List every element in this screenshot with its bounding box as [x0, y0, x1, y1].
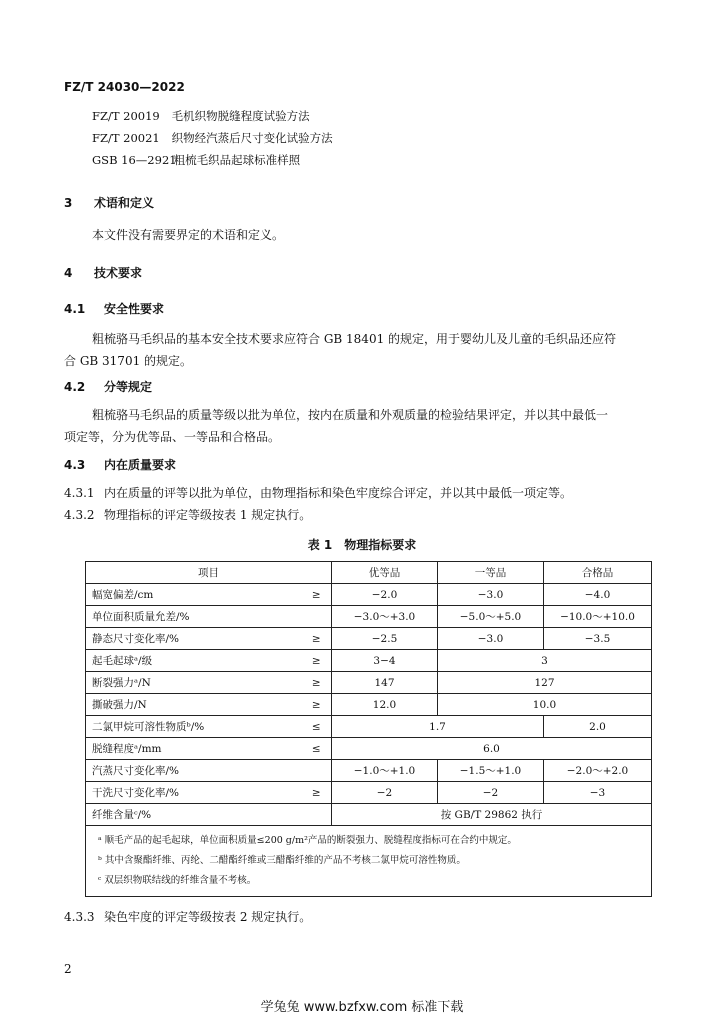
table-row: [86, 650, 652, 672]
clause-number: 4.3.2: [64, 508, 95, 522]
row-symbol: ≥: [302, 782, 332, 804]
reference-item: [92, 152, 300, 168]
table-row: [86, 804, 652, 826]
cell: −5.0～+5.0: [438, 606, 544, 628]
subsection-heading: [64, 300, 164, 317]
table-row: [86, 672, 652, 694]
header-grade-first: 一等品: [438, 562, 544, 584]
reference-title: 织物经汽蒸后尺寸变化试验方法: [171, 131, 333, 145]
row-item: 二氯甲烷可溶性物质ᵇ/%: [86, 716, 302, 738]
row-symbol: ≥: [302, 650, 332, 672]
physical-indicators-table: [85, 561, 652, 897]
row-symbol: [302, 804, 332, 826]
cell: −2.0: [332, 584, 438, 606]
cell: −2.5: [332, 628, 438, 650]
row-symbol: [302, 606, 332, 628]
clause-text: 内在质量的评等以批为单位，由物理指标和染色牢度综合评定，并以其中最低一项定等。: [104, 486, 573, 500]
section-number: 4.2: [64, 380, 86, 394]
clause-text: 物理指标的评定等级按表 1 规定执行。: [104, 508, 312, 522]
row-item: 脱缝程度ᵃ/mm: [86, 738, 302, 760]
clause: [64, 908, 311, 925]
reference-title: 毛机织物脱缝程度试验方法: [171, 109, 310, 123]
subsection-heading: [64, 378, 152, 395]
table-row: [86, 628, 652, 650]
row-item: 幅宽偏差/cm: [86, 584, 302, 606]
cell: 6.0: [332, 738, 652, 760]
table-notes-row: [86, 826, 652, 897]
cell: −2.0～+2.0: [544, 760, 652, 782]
clause-number: 4.3.1: [64, 486, 95, 500]
cell: −3.0～+3.0: [332, 606, 438, 628]
row-symbol: ≥: [302, 672, 332, 694]
table-row: [86, 716, 652, 738]
cell: 127: [438, 672, 652, 694]
table-note: ᵇ 其中含聚酯纤维、丙纶、二醋酯纤维或三醋酯纤维的产品不考核二氯甲烷可溶性物质。: [98, 855, 466, 866]
clause-text: 染色牢度的评定等级按表 2 规定执行。: [104, 910, 312, 924]
row-item: 起毛起球ᵃ/级: [86, 650, 302, 672]
cell: −2: [332, 782, 438, 804]
reference-item: [92, 108, 310, 124]
reference-title: 粗梳毛织品起球标准样照: [173, 153, 301, 167]
table-row: [86, 694, 652, 716]
cell: −1.5～+1.0: [438, 760, 544, 782]
header-item: 项目: [86, 562, 332, 584]
table-row: [86, 584, 652, 606]
section-title: 内在质量要求: [104, 458, 177, 472]
cell: 10.0: [438, 694, 652, 716]
section-number: 4: [64, 266, 73, 280]
paragraph-line: 合 GB 31701 的规定。: [64, 354, 193, 368]
cell: −2: [438, 782, 544, 804]
cell: −3.5: [544, 628, 652, 650]
row-item: 断裂强力ᵃ/N: [86, 672, 302, 694]
clause-number: 4.3.3: [64, 910, 95, 924]
row-symbol: ≥: [302, 694, 332, 716]
row-symbol: [302, 760, 332, 782]
paragraph-line: 粗梳骆马毛织品的质量等级以批为单位，按内在质量和外观质量的检验结果评定，并以其中最低一: [92, 408, 609, 422]
section-title: 技术要求: [94, 266, 143, 280]
paragraph: 本文件没有需要界定的术语和定义。: [92, 228, 285, 242]
table-note: ᵃ 顺毛产品的起毛起球，单位面积质量≤200 g/m²产品的断裂强力、脱缝程度指标可在合约中规定。: [98, 835, 517, 846]
row-symbol: ≤: [302, 716, 332, 738]
paragraph-line: 项定等，分为优等品、一等品和合格品。: [64, 430, 281, 444]
reference-code: GSB 16—2921: [92, 153, 177, 167]
section-number: 4.3: [64, 458, 86, 472]
subsection-heading: [64, 456, 176, 473]
table-caption: 表 1 物理指标要求: [307, 538, 417, 552]
reference-code: FZ/T 20019: [92, 109, 160, 123]
table-note: ᶜ 双层织物联结线的纤维含量不考核。: [98, 875, 257, 886]
cell: 2.0: [544, 716, 652, 738]
cell: 12.0: [332, 694, 438, 716]
cell: 3: [438, 650, 652, 672]
watermark-text: 学兔兔 www.bzfxw.com 标准下载: [260, 1000, 464, 1015]
reference-code: FZ/T 20021: [92, 131, 160, 145]
cell: 3−4: [332, 650, 438, 672]
cell: −3: [544, 782, 652, 804]
row-item: 纤维含量ᶜ/%: [86, 804, 302, 826]
cell: 1.7: [332, 716, 544, 738]
table-header-row: [86, 562, 652, 584]
table-row: [86, 606, 652, 628]
table-notes: [86, 826, 652, 897]
cell: −1.0～+1.0: [332, 760, 438, 782]
cell: 按 GB/T 29862 执行: [332, 804, 652, 826]
page-number: 2: [64, 962, 72, 976]
cell: 147: [332, 672, 438, 694]
paragraph-line: 粗梳骆马毛织品的基本安全技术要求应符合 GB 18401 的规定，用于婴幼儿及儿童的毛织品还应符: [92, 332, 617, 346]
row-symbol: ≥: [302, 628, 332, 650]
section-number: 3: [64, 196, 73, 210]
clause: [64, 484, 572, 501]
clause: [64, 506, 311, 523]
table-row: [86, 738, 652, 760]
row-symbol: ≥: [302, 584, 332, 606]
section-title: 分等规定: [104, 380, 153, 394]
section-title: 术语和定义: [94, 196, 155, 210]
section-heading: [64, 264, 142, 281]
cell: −4.0: [544, 584, 652, 606]
reference-item: [92, 130, 333, 146]
row-item: 静态尺寸变化率/%: [86, 628, 302, 650]
row-item: 单位面积质量允差/%: [86, 606, 302, 628]
row-item: 汽蒸尺寸变化率/%: [86, 760, 302, 782]
section-heading: [64, 194, 154, 211]
row-item: 干洗尺寸变化率/%: [86, 782, 302, 804]
cell: −3.0: [438, 584, 544, 606]
header-grade-qualified: 合格品: [544, 562, 652, 584]
table-row: [86, 760, 652, 782]
row-item: 撕破强力/N: [86, 694, 302, 716]
header-grade-superior: 优等品: [332, 562, 438, 584]
row-symbol: ≤: [302, 738, 332, 760]
standard-number: FZ/T 24030—2022: [64, 80, 185, 94]
section-number: 4.1: [64, 302, 86, 316]
section-title: 安全性要求: [104, 302, 165, 316]
cell: −10.0～+10.0: [544, 606, 652, 628]
table-row: [86, 782, 652, 804]
cell: −3.0: [438, 628, 544, 650]
